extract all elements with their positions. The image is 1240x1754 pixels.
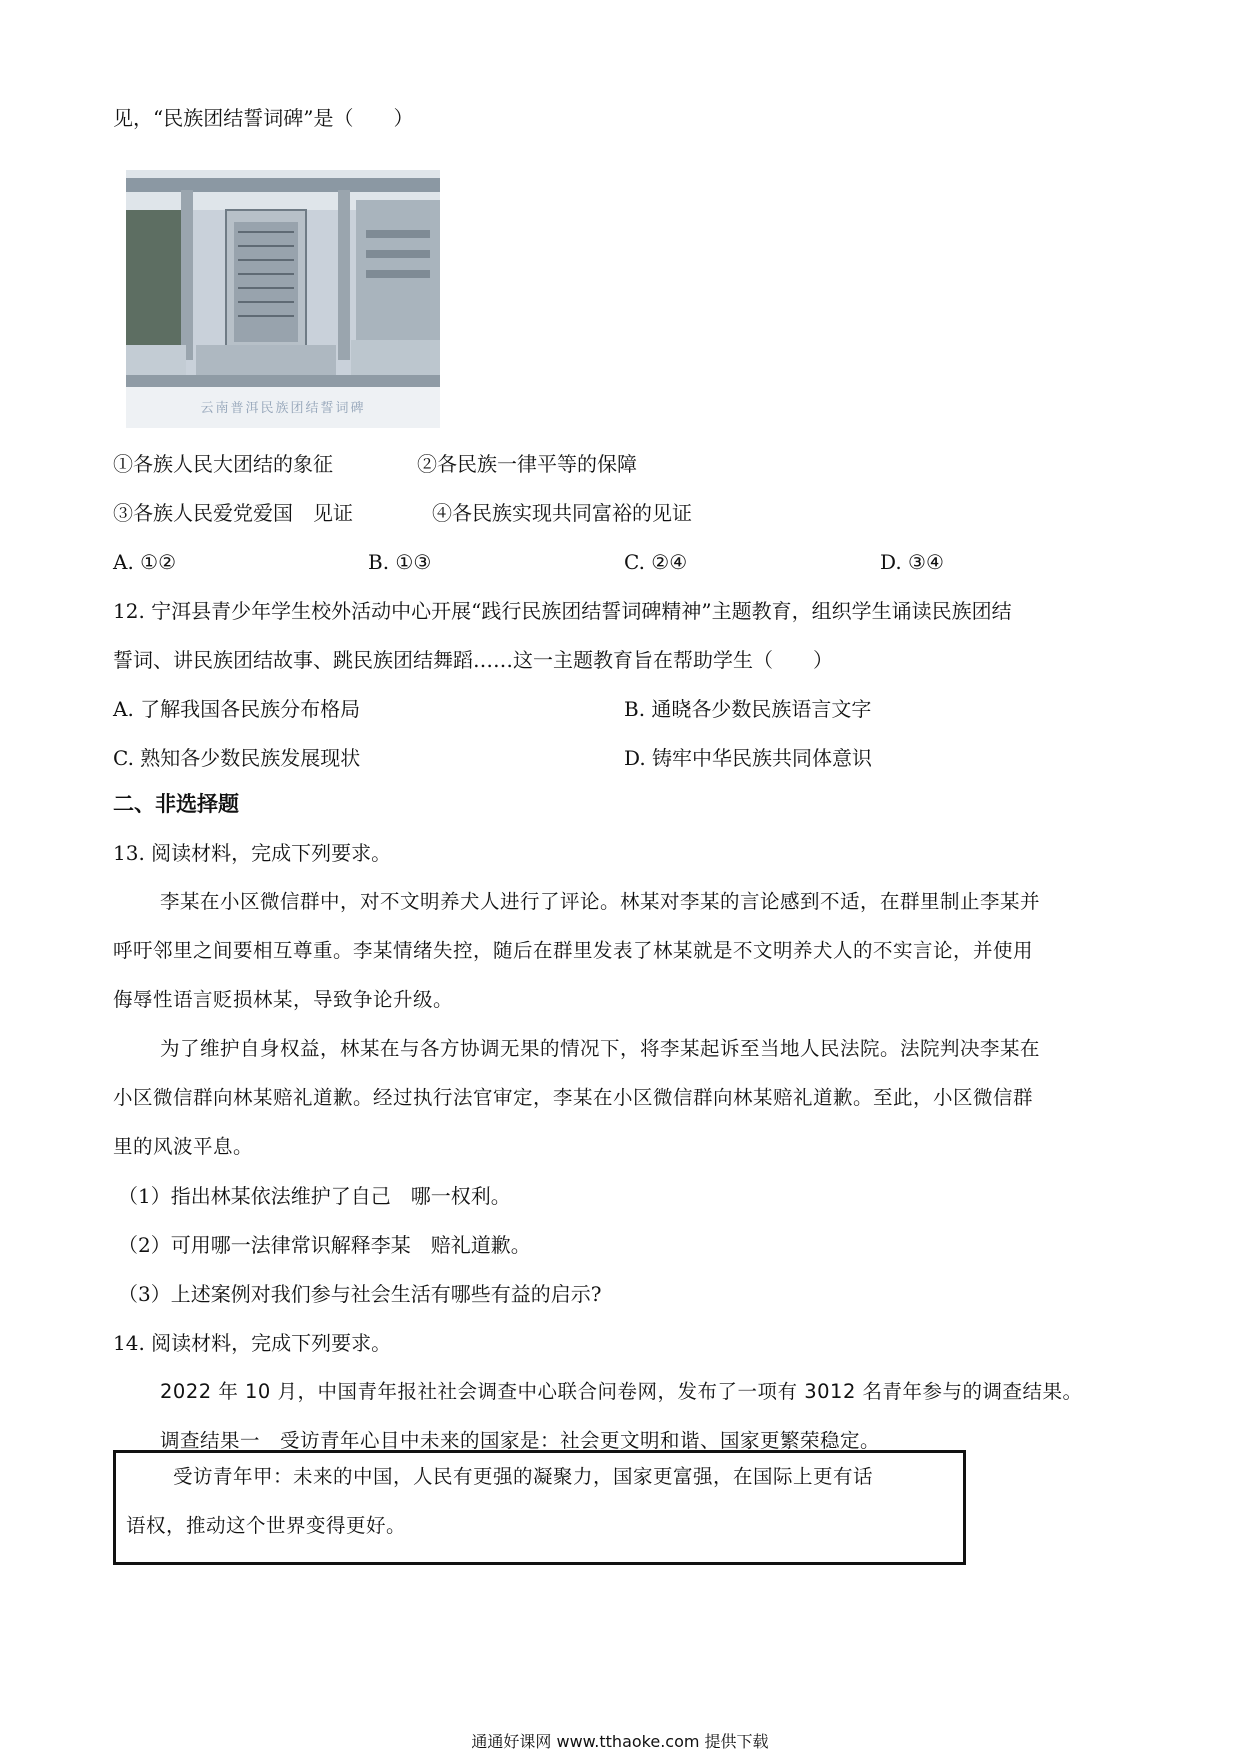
q11-stem-tail: 见，“民族团结誓词碑”是（ ） [113, 106, 414, 130]
q13-heading: 13. 阅读材料，完成下列要求。 [113, 841, 392, 865]
q11-option-a: A. ①② [113, 550, 177, 574]
q12-line-1: 12. 宁洱县青少年学生校外活动中心开展“践行民族团结誓词碑精神”主题教育，组织学生诵读民族团结 [113, 599, 1012, 623]
q13-para2-line1: 为了维护自身权益，林某在与各方协调无果的情况下，将李某起诉至当地人民法院。法院判决李某在 [160, 1037, 1041, 1060]
q12-line-2: 誓词、讲民族团结故事、跳民族团结舞蹈……这一主题教育旨在帮助学生（ ） [113, 648, 833, 672]
q13-sub-2: （2）可用哪一法律常识解释李某 赔礼道歉。 [118, 1233, 531, 1257]
monument-photo [126, 170, 440, 428]
statement-3: ③各族人民爱党爱国 见证 [113, 501, 353, 525]
image-caption: 云南普洱民族团结誓词碑 [200, 401, 366, 416]
q14-para1: 2022 年 10 月，中国青年报社社会调查中心联合问卷网，发布了一项有 3012 名青年参与的调查结果。 [160, 1380, 1083, 1403]
q11-option-b: B. ①③ [368, 550, 432, 574]
statement-1: ①各族人民大团结的象征 [113, 452, 333, 476]
q13-para2-line2: 小区微信群向林某赔礼道歉。经过执行法官审定，李某在小区微信群向林某赔礼道歉。至此，小区微信群 [113, 1086, 1034, 1109]
q13-sub-3: （3）上述案例对我们参与社会生活有哪些有益的启示? [118, 1282, 602, 1306]
box-line-2: 语权，推动这个世界变得更好。 [126, 1514, 407, 1537]
q13-sub-1: （1）指出林某依法维护了自己 哪一权利。 [118, 1184, 511, 1208]
q13-para1-line2: 呼吁邻里之间要相互尊重。李某情绪失控，随后在群里发表了林某就是不文明养犬人的不实言论，并使用 [113, 939, 1034, 962]
q12-option-c: C. 熟知各少数民族发展现状 [113, 746, 361, 770]
section-2-title: 二、非选择题 [113, 791, 239, 816]
statement-2: ②各民族一律平等的保障 [417, 452, 637, 476]
q11-option-c: C. ②④ [624, 550, 688, 574]
q12-option-a: A. 了解我国各民族分布格局 [113, 697, 361, 721]
q14-heading: 14. 阅读材料，完成下列要求。 [113, 1331, 392, 1355]
q13-para2-line3: 里的风波平息。 [113, 1135, 254, 1158]
interview-box [113, 1450, 966, 1565]
footer-source: 通通好课网 www.tthaoke.com 提供下载 [471, 1732, 769, 1751]
q12-option-d: D. 铸牢中华民族共同体意识 [624, 746, 873, 770]
q13-para1-line3: 侮辱性语言贬损林某，导致争论升级。 [113, 988, 454, 1011]
q12-option-b: B. 通晓各少数民族语言文字 [624, 697, 872, 721]
statement-4: ④各民族实现共同富裕的见证 [432, 501, 692, 525]
box-line-1: 受访青年甲：未来的中国，人民有更强的凝聚力，国家更富强，在国际上更有话 [173, 1465, 874, 1488]
monument-illustration [126, 170, 440, 428]
q14-result-1: 调查结果一 受访青年心目中未来的国家是：社会更文明和谐、国家更繁荣稳定。 [160, 1429, 881, 1452]
q11-option-d: D. ③④ [880, 550, 944, 574]
q13-para1-line1: 李某在小区微信群中，对不文明养犬人进行了评论。林某对李某的言论感到不适，在群里制止李某并 [160, 890, 1041, 913]
